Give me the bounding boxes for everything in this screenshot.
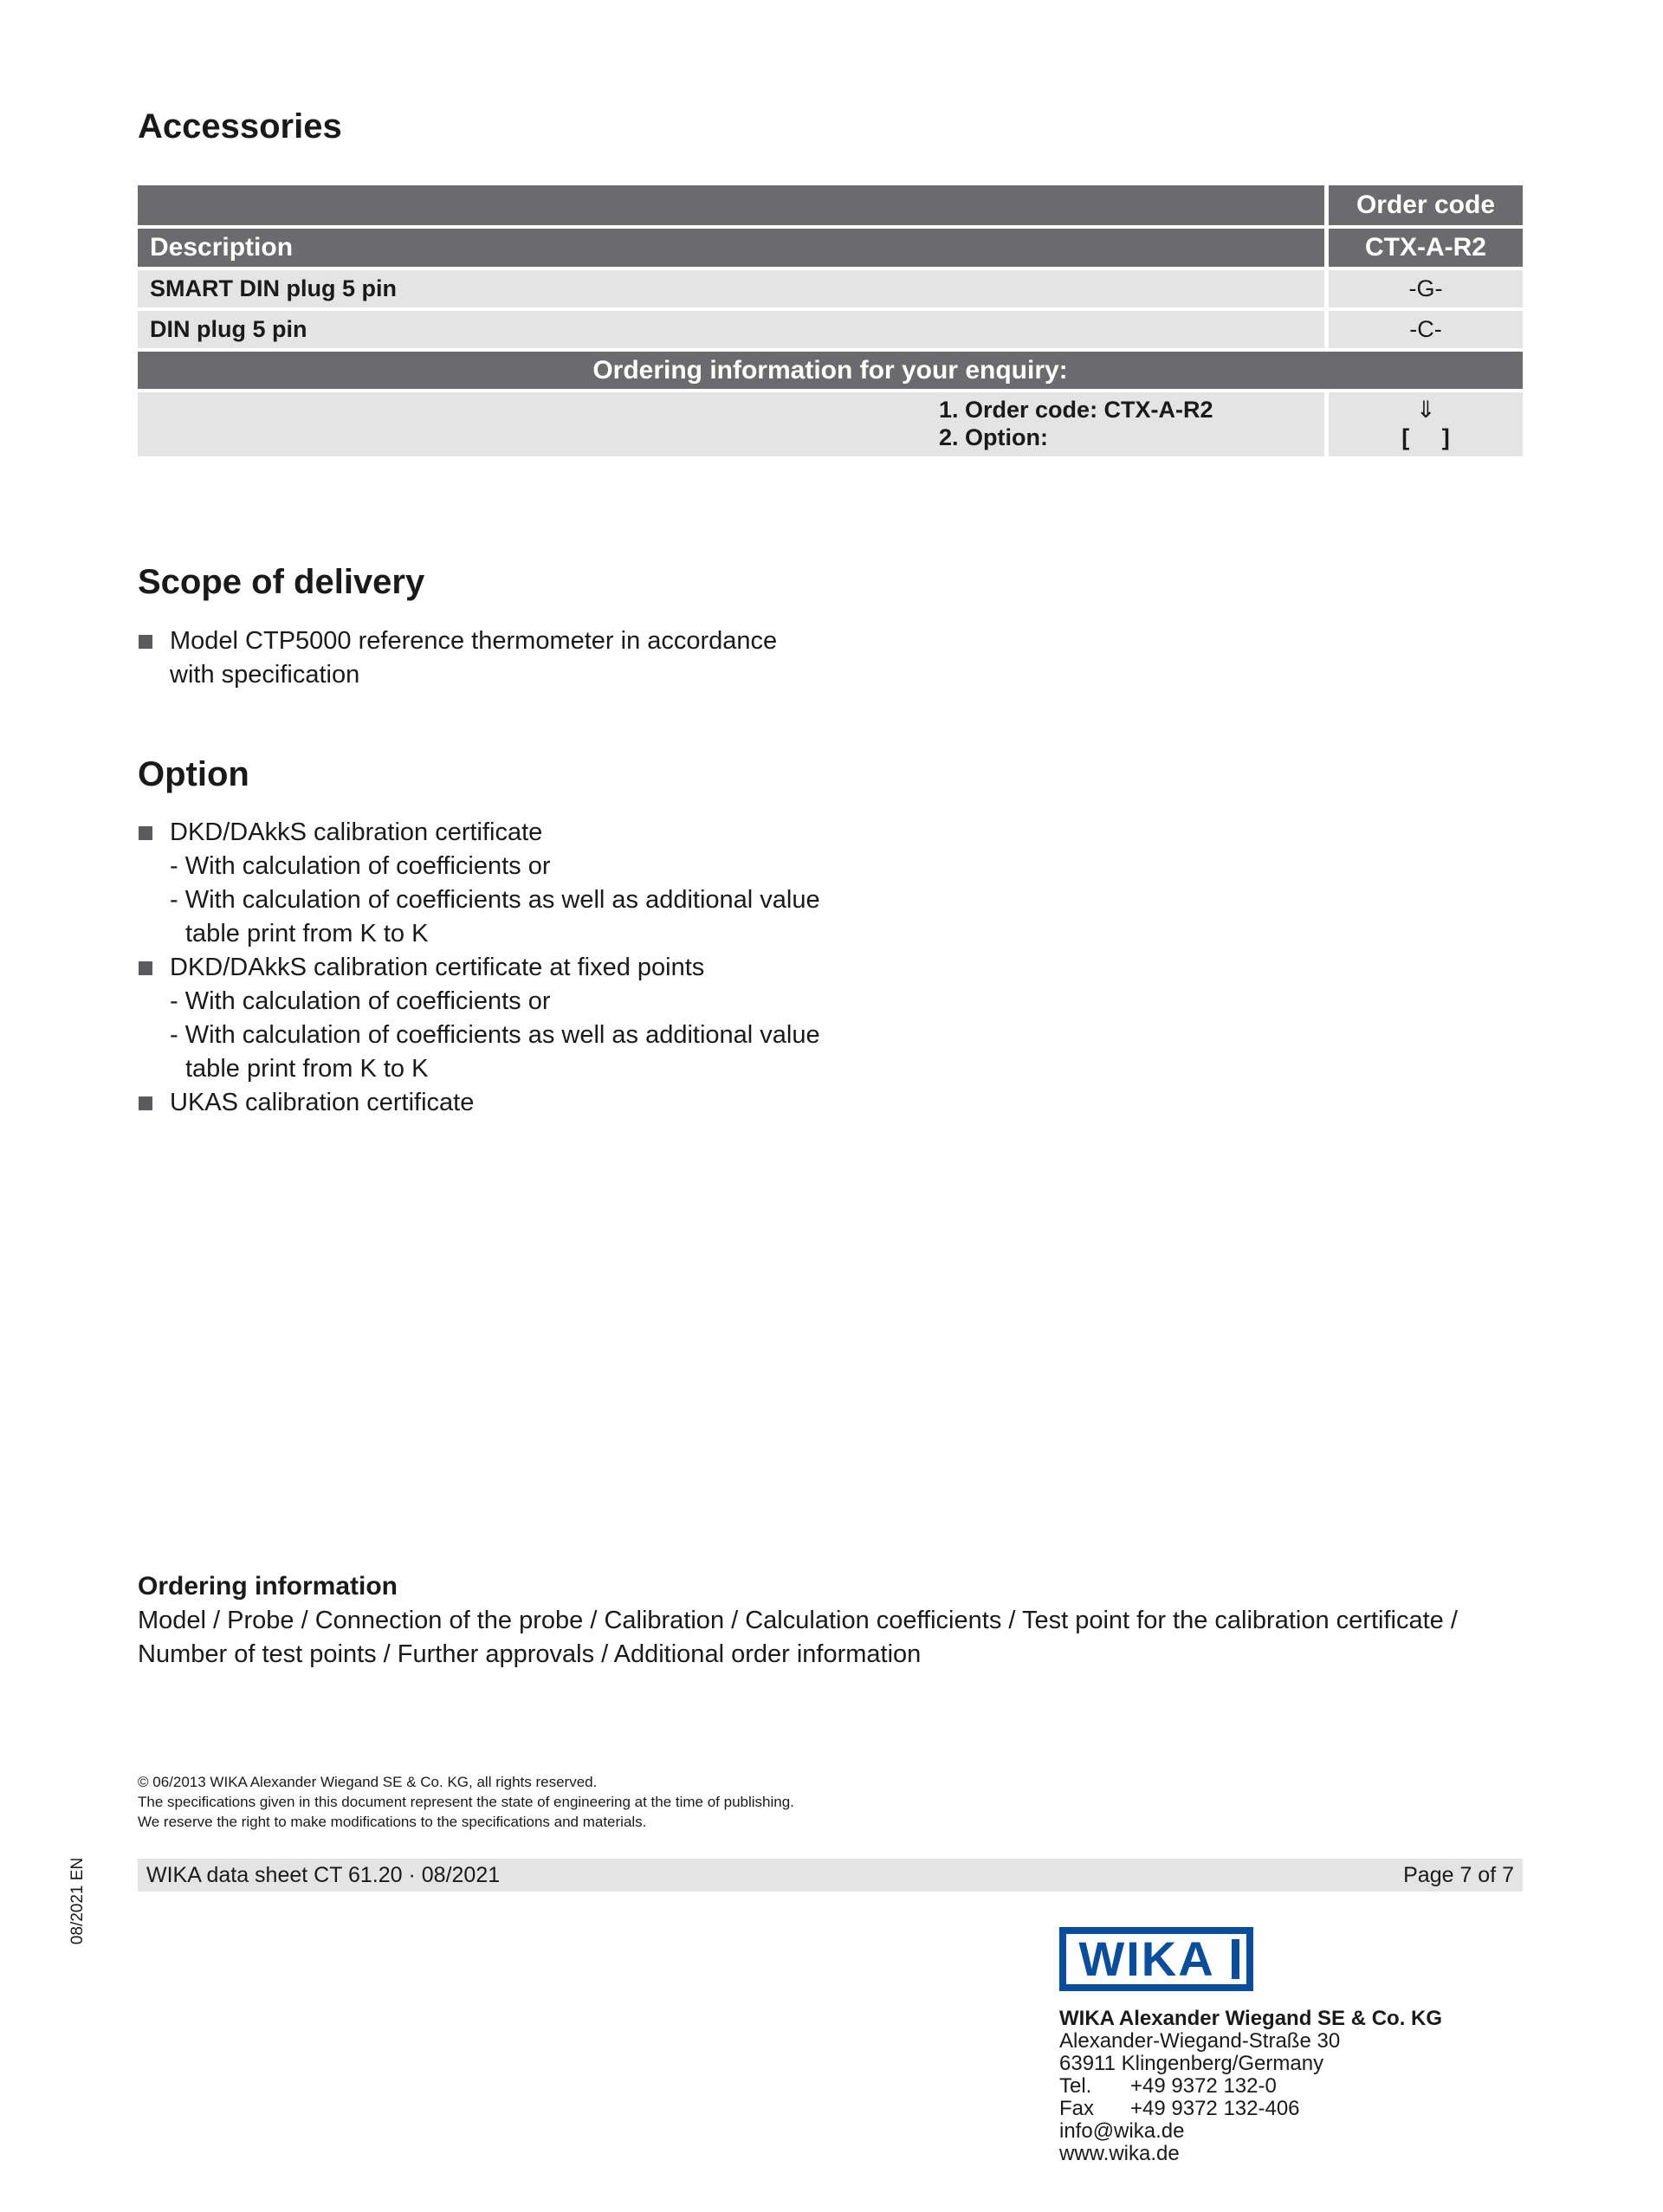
legal-line-1: © 06/2013 WIKA Alexander Wiegand SE & Co. KG, all rights reserved. bbox=[138, 1774, 598, 1790]
company-address bbox=[1059, 2008, 1442, 2165]
footer-bar bbox=[138, 1859, 1523, 1892]
company-fax bbox=[1059, 2098, 1442, 2120]
wika-logo-text: WIKA bbox=[1078, 1931, 1215, 1986]
option-sub-item: - With calculation of coefficients or bbox=[170, 852, 551, 880]
legal-line-2: The specifications given in this document represent the state of engineering at the time of publishing. bbox=[138, 1794, 794, 1810]
table-row bbox=[138, 311, 1523, 348]
phone-label: Tel. bbox=[1059, 2074, 1092, 2098]
option-sub-item-continuation: table print from K to K bbox=[185, 920, 429, 948]
scope-item-line-2: with specification bbox=[170, 661, 360, 689]
option-item-text: DKD/DAkkS calibration certificate at fixed points bbox=[170, 954, 705, 981]
ordering-info-title: Ordering information bbox=[138, 1572, 398, 1601]
list-item bbox=[138, 624, 777, 692]
row-description: SMART DIN plug 5 pin bbox=[138, 270, 1324, 307]
list-item bbox=[138, 1086, 820, 1120]
ordering-line-1: 1. Order code: CTX-A-R2 bbox=[939, 397, 1213, 423]
scope-list bbox=[138, 624, 777, 692]
option-bracket: [ ] bbox=[1401, 424, 1450, 450]
datasheet-reference: WIKA data sheet CT 61.20 · 08/2021 bbox=[146, 1863, 501, 1887]
ordering-enquiry-header: Ordering information for your enquiry: bbox=[138, 352, 1523, 389]
wika-logo-inner bbox=[1066, 1931, 1246, 1986]
option-list bbox=[138, 816, 820, 1120]
ordering-code-cell bbox=[1329, 392, 1523, 456]
company-email[interactable]: info@wika.de bbox=[1059, 2119, 1185, 2143]
option-sub-item: - With calculation of coefficients as well as additional value bbox=[170, 1021, 820, 1049]
company-street: Alexander-Wiegand-Straße 30 bbox=[1059, 2029, 1341, 2053]
square-bullet-icon bbox=[139, 635, 152, 649]
order-code-header: Order code bbox=[1329, 185, 1523, 225]
company-phone bbox=[1059, 2075, 1442, 2098]
wika-logo bbox=[1059, 1927, 1253, 1991]
table-header-row bbox=[138, 229, 1523, 267]
ordering-enquiry-row bbox=[138, 392, 1523, 456]
option-sub-item: - With calculation of coefficients or bbox=[170, 987, 551, 1015]
ordering-info-line-2: Number of test points / Further approvals / Additional order information bbox=[138, 1640, 922, 1668]
legal-line-3: We reserve the right to make modifications to the specifications and materials. bbox=[138, 1814, 647, 1830]
company-city: 63911 Klingenberg/Germany bbox=[1059, 2052, 1324, 2075]
table-header-row bbox=[138, 185, 1523, 225]
header-empty-cell bbox=[138, 185, 1324, 225]
square-bullet-icon bbox=[139, 826, 152, 840]
side-date-stamp: 08/2021 EN bbox=[68, 1857, 87, 1945]
square-bullet-icon bbox=[139, 1096, 152, 1110]
wika-logo-bar bbox=[1232, 1939, 1239, 1979]
order-code-value-header: CTX-A-R2 bbox=[1329, 229, 1523, 267]
ordering-lines-cell bbox=[138, 392, 1324, 456]
row-code: -C- bbox=[1329, 311, 1523, 348]
company-name: WIKA Alexander Wiegand SE & Co. KG bbox=[1059, 2007, 1443, 2030]
option-sub-item: - With calculation of coefficients as well as additional value bbox=[170, 886, 820, 914]
row-description: DIN plug 5 pin bbox=[138, 311, 1324, 348]
ordering-line-2: 2. Option: bbox=[939, 424, 1048, 450]
fax-label: Fax bbox=[1059, 2097, 1095, 2120]
page-number: Page 7 of 7 bbox=[1403, 1863, 1514, 1887]
option-sub-item-continuation: table print from K to K bbox=[185, 1055, 429, 1083]
list-item bbox=[138, 951, 820, 1086]
table-row bbox=[138, 270, 1523, 307]
company-website[interactable]: www.wika.de bbox=[1059, 2142, 1180, 2165]
description-header: Description bbox=[138, 229, 1324, 267]
scope-item-line-1: Model CTP5000 reference thermometer in accordance bbox=[170, 627, 778, 655]
side-stamp-wrapper bbox=[61, 1858, 95, 1953]
down-arrow-icon: ⇓ bbox=[1415, 397, 1436, 423]
fax-number: +49 9372 132-406 bbox=[1130, 2097, 1300, 2120]
accessories-title: Accessories bbox=[138, 107, 342, 146]
list-item bbox=[138, 816, 820, 951]
option-title: Option bbox=[138, 755, 249, 793]
option-item-text: UKAS calibration certificate bbox=[170, 1089, 475, 1116]
ordering-info-line-1: Model / Probe / Connection of the probe / Calibration / Calculation coefficients / Test point for the calibration certificate / bbox=[138, 1607, 1458, 1634]
legal-notice bbox=[138, 1772, 794, 1832]
row-code: -G- bbox=[1329, 270, 1523, 307]
phone-number: +49 9372 132-0 bbox=[1130, 2074, 1277, 2098]
option-item-text: DKD/DAkkS calibration certificate bbox=[170, 818, 543, 846]
square-bullet-icon bbox=[139, 961, 152, 975]
scope-title: Scope of delivery bbox=[138, 563, 425, 601]
